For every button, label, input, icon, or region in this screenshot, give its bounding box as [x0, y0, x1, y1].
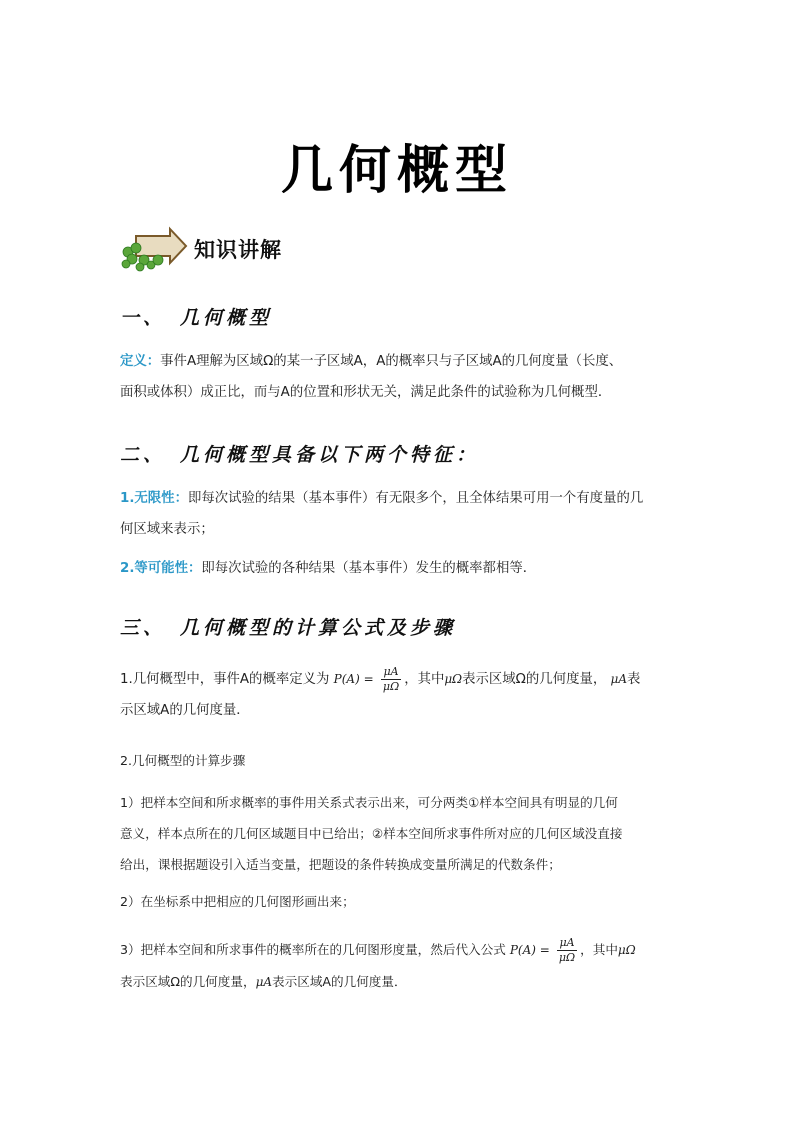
- definition-text: 事件A理解为区域Ω的某一子区域A，A的概率只与子区域A的几何度量（长度、: [160, 354, 623, 369]
- step-paragraph: [120, 787, 680, 880]
- knowledge-header-label: 知识讲解: [194, 237, 282, 262]
- feature-text: 即每次试验的各种结果（基本事件）发生的概率都相等．: [201, 561, 537, 576]
- formula-text: 1.几何概型中，事件A的概率定义为: [120, 672, 330, 687]
- section-heading: [120, 303, 272, 330]
- step-text: ，其中: [580, 942, 618, 957]
- section-heading: [120, 613, 456, 640]
- formula-lhs: P(A) =: [509, 943, 550, 957]
- feature-text: 即每次试验的结果（基本事件）有无限多个，且全体结果可用一个有度量的几: [187, 491, 644, 506]
- section-number: 一、: [120, 307, 167, 329]
- section-title: 几何概型的计算公式及步骤: [180, 617, 457, 639]
- page-title: 几何概型: [280, 140, 513, 201]
- knowledge-header: [118, 226, 282, 272]
- mu-omega-symbol: μΩ: [444, 672, 463, 686]
- definition-text: 面积或体积）成正比，而与A的位置和形状无关，满足此条件的试验称为几何概型．: [120, 385, 612, 400]
- step-paragraph: [120, 934, 680, 998]
- section-number: 二、: [120, 444, 167, 466]
- feature-label: 2.等可能性：: [120, 561, 202, 576]
- step-text: 1）把样本空间和所求概率的事件用关系式表示出来，可分两类①样本空间具有明显的几何: [120, 795, 618, 810]
- formula-lhs: P(A) =: [333, 672, 374, 686]
- section-number: 三、: [120, 617, 167, 639]
- fraction-numerator: μA: [381, 665, 401, 680]
- formula-text: ，其中: [404, 672, 445, 687]
- step-paragraph: 2）在坐标系中把相应的几何图形画出来；: [120, 894, 355, 909]
- mu-omega-symbol: μΩ: [617, 943, 636, 957]
- mu-a-symbol: μA: [255, 975, 273, 989]
- formula-text: 表示区域Ω的几何度量，: [462, 672, 607, 687]
- formula-paragraph: [120, 664, 680, 726]
- feature-label: 1.无限性：: [120, 491, 188, 506]
- formula-fraction: [381, 665, 401, 694]
- feature-paragraph: [120, 553, 680, 584]
- formula-text: 表: [627, 672, 641, 687]
- feature-paragraph: [120, 483, 680, 545]
- definition-label: 定义：: [120, 354, 161, 369]
- arrow-clover-icon: [118, 226, 190, 272]
- step-text: 意义，样本点所在的几何区域题目中已给出；②样本空间所求事件所对应的几何区域没直接: [120, 826, 623, 841]
- mu-a-symbol: μA: [610, 672, 627, 686]
- fraction-denominator: μΩ: [558, 951, 576, 964]
- definition-paragraph: [120, 346, 680, 408]
- fraction-numerator: μA: [557, 936, 577, 951]
- steps-heading: 2.几何概型的计算步骤: [120, 753, 246, 768]
- section-title: 几何概型: [180, 307, 273, 329]
- step-text: 表示区域A的几何度量．: [272, 974, 407, 989]
- section-title: 几何概型具备以下两个特征：: [180, 444, 480, 466]
- step-text: 表示区域Ω的几何度量，: [120, 974, 256, 989]
- formula-text: 示区域A的几何度量．: [120, 703, 250, 718]
- step-text: 3）把样本空间和所求事件的概率所在的几何图形度量，然后代入公式: [120, 942, 506, 957]
- step-text: 给出，课根据题设引入适当变量，把题设的条件转换成变量所满足的代数条件；: [120, 857, 561, 872]
- section-heading: [120, 440, 479, 467]
- formula-fraction: [557, 936, 577, 965]
- feature-text: 何区域来表示；: [120, 522, 214, 537]
- fraction-denominator: μΩ: [382, 679, 400, 693]
